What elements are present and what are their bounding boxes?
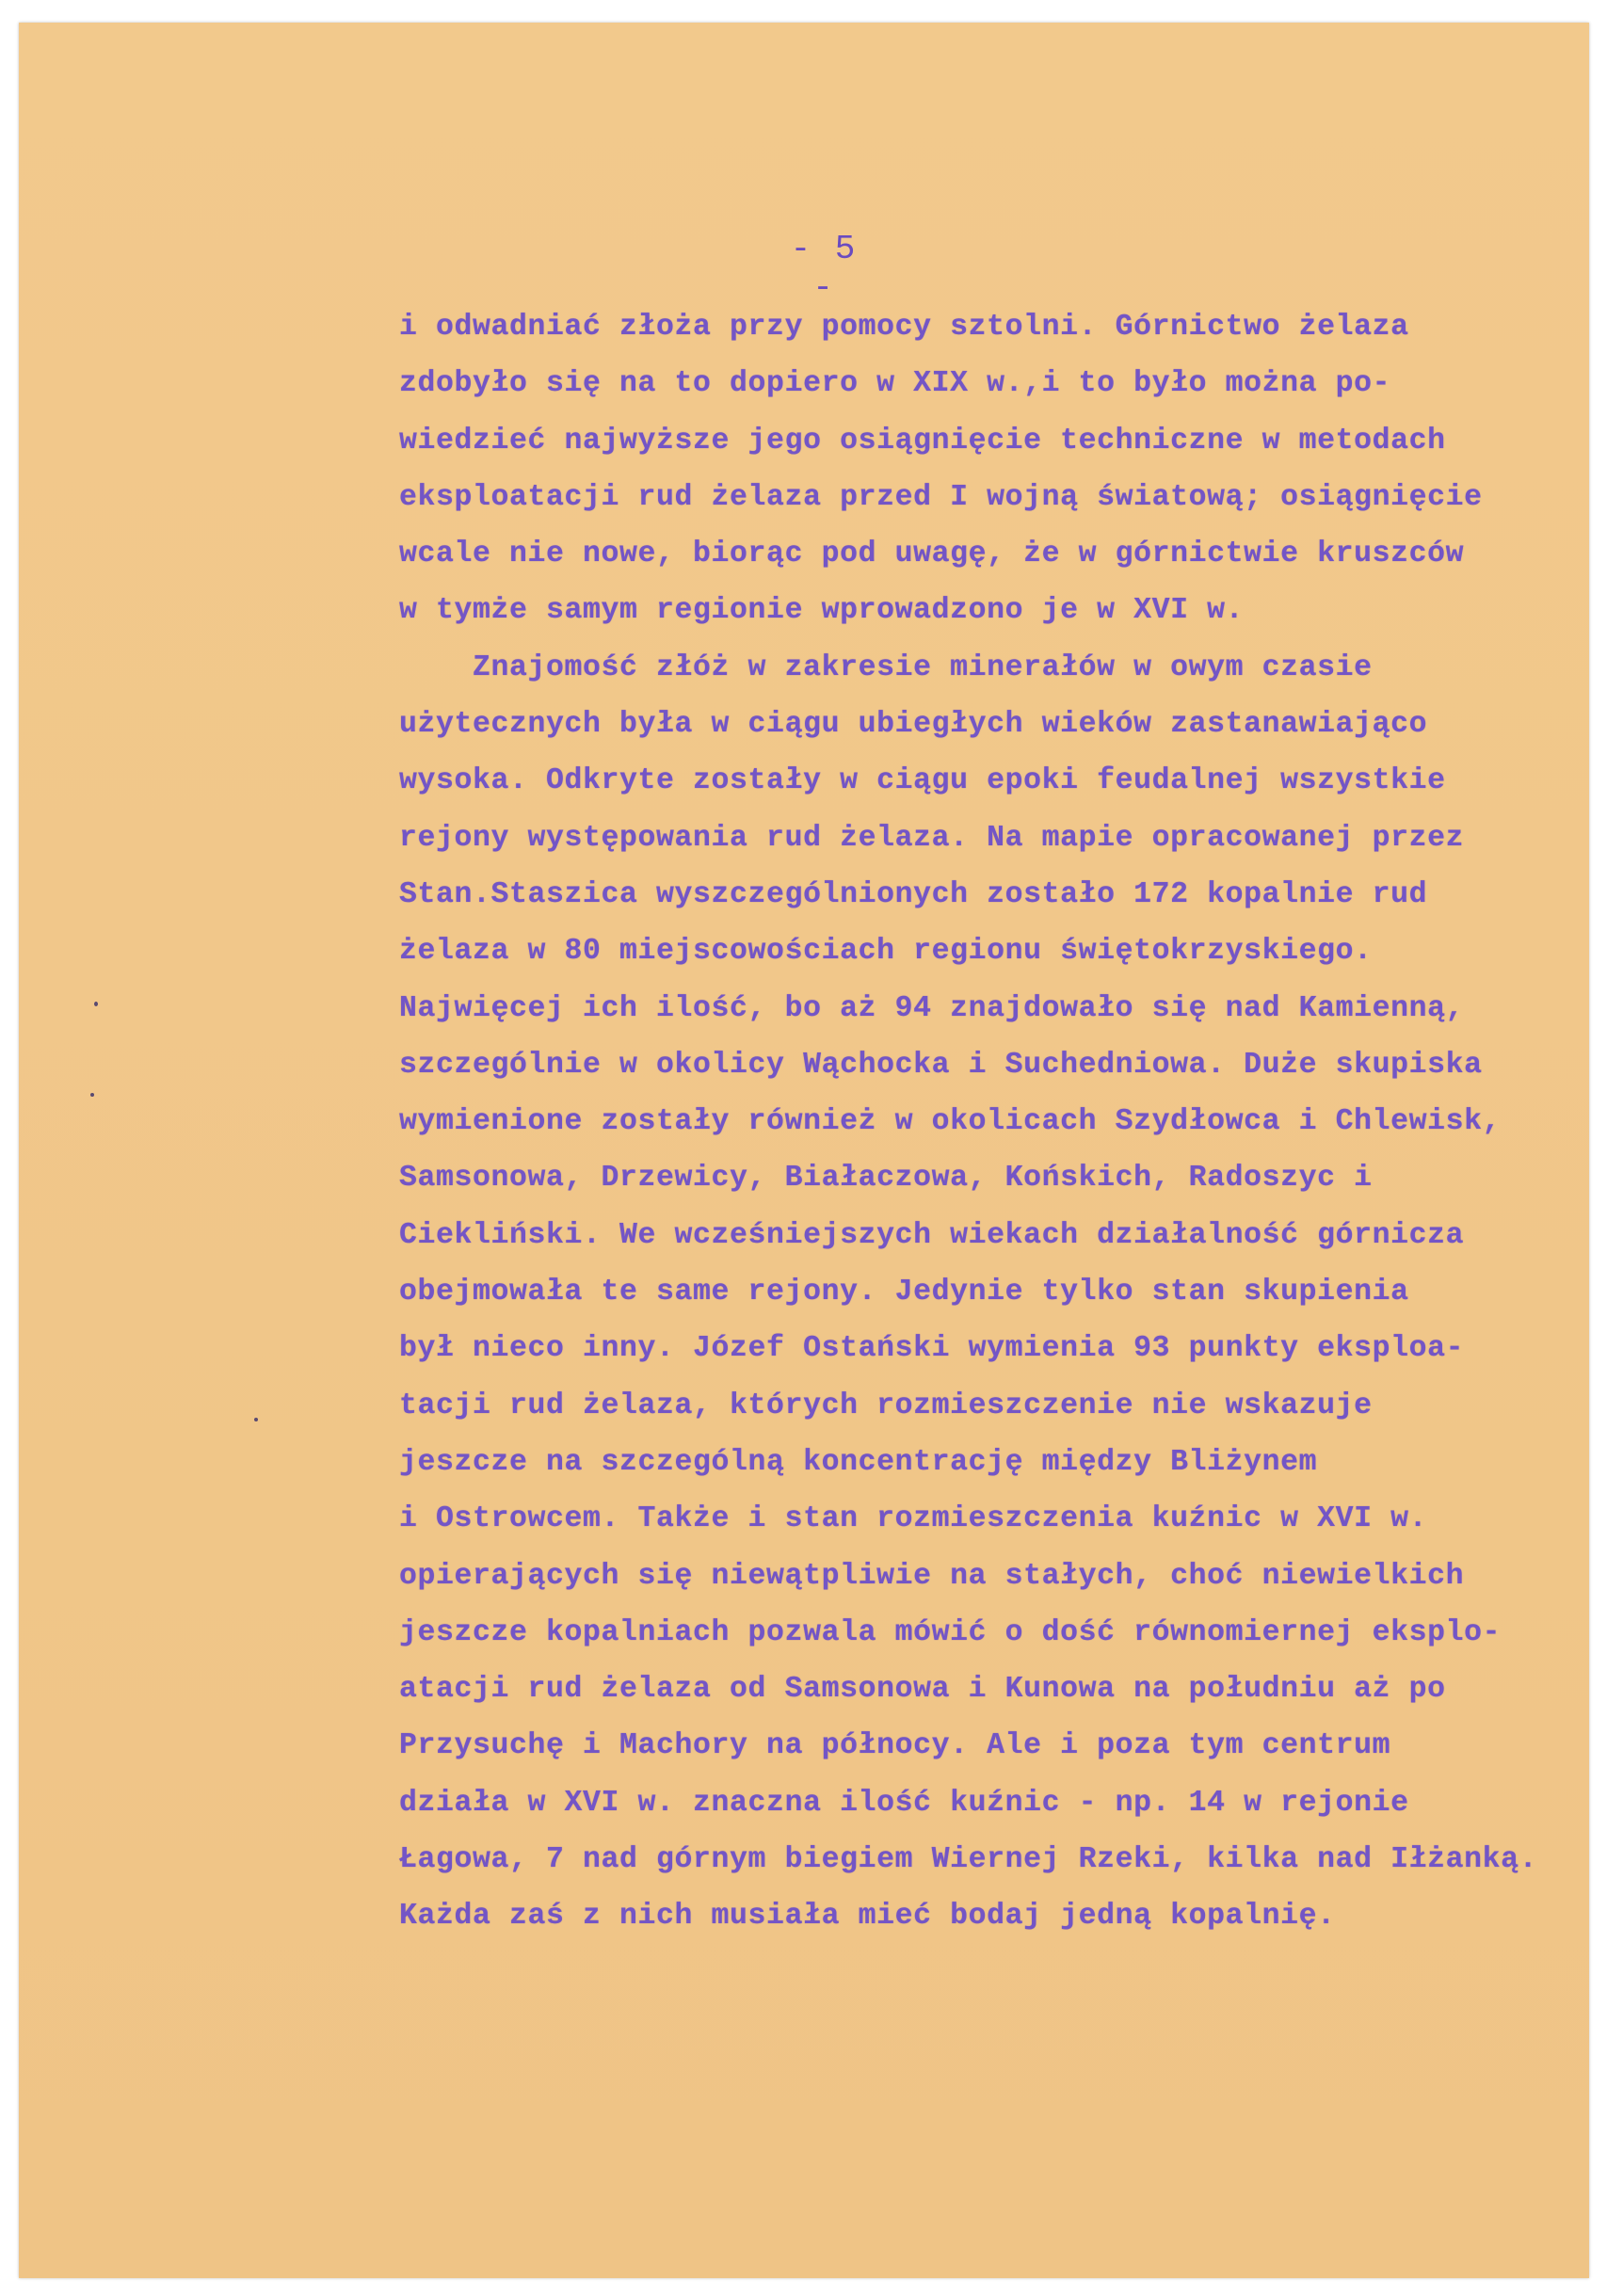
text-line: jeszcze kopalniach pozwala mówić o dość równomiernej eksplo-	[399, 1615, 1502, 1649]
paper-speck	[254, 1418, 258, 1421]
paper-speck	[90, 1093, 94, 1097]
text-line: atacji rud żelaza od Samsonowa i Kunowa na południu aż po	[399, 1673, 1446, 1707]
text-line: był nieco inny. Józef Ostański wymienia 93 punkty eksploa-	[399, 1332, 1465, 1366]
text-line: Najwięcej ich ilość, bo aż 94 znajdowało się nad Kamienną,	[399, 991, 1465, 1025]
text-line: Przysuchę i Machory na północy. Ale i poza tym centrum	[399, 1729, 1391, 1763]
text-line: zdobyło się na to dopiero w XIX w.,i to było można po-	[399, 367, 1391, 401]
text-line: użytecznych była w ciągu ubiegłych wieków zastanawiająco	[399, 708, 1428, 742]
text-line: eksploatacji rud żelaza przed I wojną światową; osiągnięcie	[399, 480, 1483, 514]
text-line: wcale nie nowe, biorąc pod uwagę, że w górnictwie kruszców	[399, 538, 1465, 571]
text-line: Samsonowa, Drzewicy, Białaczowa, Końskich, Radoszyc i	[399, 1162, 1373, 1196]
paper-speck	[94, 1002, 98, 1006]
text-line: wymienione zostały również w okolicach Szydłowca i Chlewisk,	[399, 1105, 1502, 1139]
text-line: tacji rud żelaza, których rozmieszczenie nie wskazuje	[399, 1389, 1373, 1422]
text-line: żelaza w 80 miejscowościach regionu świętokrzyskiego.	[399, 935, 1373, 969]
text-line: w tymże samym regionie wprowadzono je w XVI w.	[399, 594, 1245, 628]
text-line: obejmowała te same rejony. Jedynie tylko stan skupienia	[399, 1276, 1409, 1309]
text-line: wysoka. Odkryte zostały w ciągu epoki feudalnej wszystkie	[399, 764, 1446, 798]
text-line: Znajomość złóż w zakresie minerałów w owym czasie	[399, 650, 1373, 684]
text-line: Stan.Staszica wyszczególnionych zostało 172 kopalnie rud	[399, 877, 1428, 911]
text-line: Każda zaś z nich musiała mieć bodaj jedną kopalnię.	[399, 1900, 1336, 1934]
text-line: szczególnie w okolicy Wąchocka i Suchedniowa. Duże skupiska	[399, 1048, 1483, 1082]
text-line: wiedzieć najwyższe jego osiągnięcie techniczne w metodach	[399, 424, 1446, 458]
text-line: rejony występowania rud żelaza. Na mapie opracowanej przez	[399, 821, 1465, 855]
text-line: Ciekliński. We wcześniejszych wiekach działalność górnicza	[399, 1218, 1465, 1252]
text-line: i Ostrowcem. Także i stan rozmieszczenia kuźnic w XVI w.	[399, 1502, 1428, 1536]
page-number: - 5 -	[790, 230, 858, 307]
text-line: Łagowa, 7 nad górnym biegiem Wiernej Rzeki, kilka nad Iłżanką.	[399, 1843, 1538, 1877]
text-line: jeszcze na szczególną koncentrację między Bliżynem	[399, 1445, 1318, 1479]
text-line: działa w XVI w. znaczna ilość kuźnic - np. 14 w rejonie	[399, 1786, 1409, 1820]
typewritten-text-block	[399, 299, 1567, 1946]
text-line: i odwadniać złoża przy pomocy sztolni. Górnictwo żelaza	[399, 311, 1409, 344]
text-line: opierających się niewątpliwie na stałych, choć niewielkich	[399, 1559, 1465, 1593]
